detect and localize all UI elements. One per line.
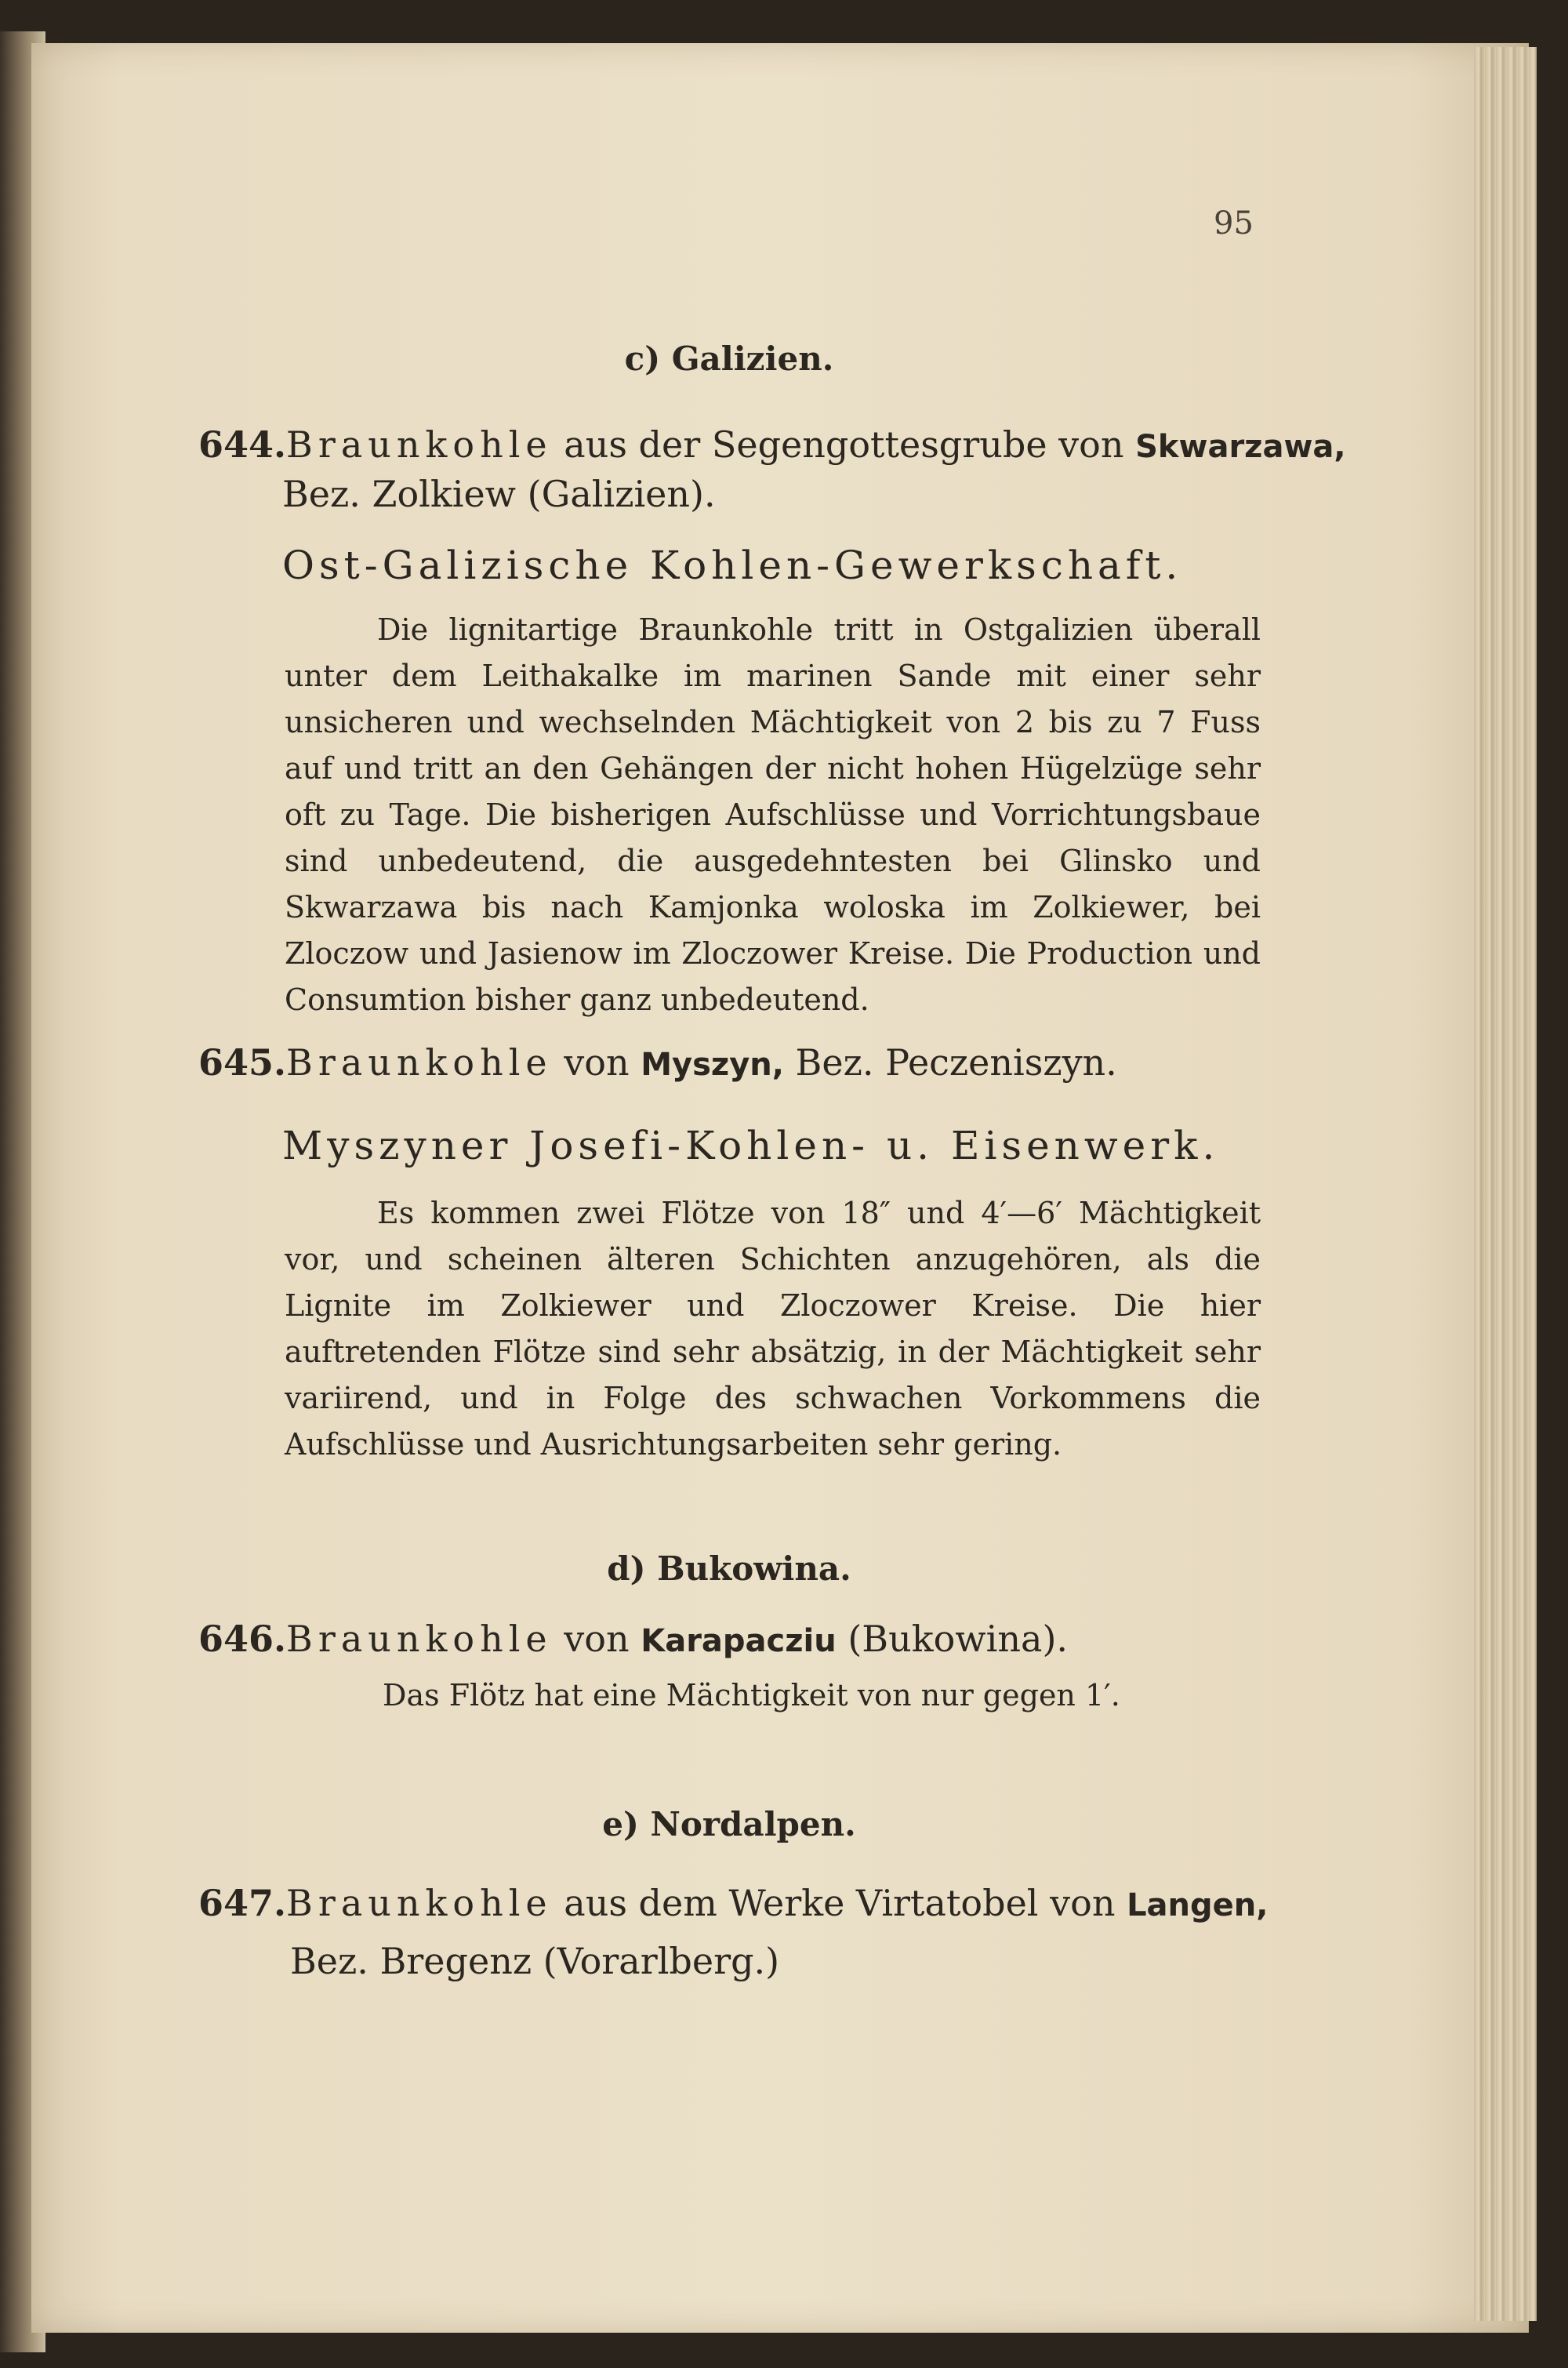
entry-title-rest: aus der Segengottesgrube von (552, 423, 1136, 466)
entry-646-title (198, 1618, 1068, 1660)
entry-645-company: Myszyner Josefi-Kohlen- u. Eisenwerk. (282, 1123, 1220, 1168)
entry-644-company: Ost-Galizische Kohlen-Gewerkschaft. (282, 543, 1183, 588)
entry-647-district: Bez. Bregenz (Vorarlberg.) (290, 1940, 780, 1982)
entry-place: Karapacziu (641, 1623, 837, 1659)
entry-644-district: Bez. Zolkiew (Galizien). (282, 473, 716, 515)
entry-number: 645. (198, 1041, 287, 1084)
entry-place: Skwarzawa, (1135, 429, 1346, 465)
entry-title-rest: aus dem Werke Virtatobel von (552, 1882, 1127, 1924)
entry-number: 647. (198, 1882, 287, 1924)
section-heading-nordalpen: e) Nordalpen. (602, 1805, 856, 1843)
book-page (31, 43, 1529, 2333)
page-edges (1474, 47, 1537, 2321)
entry-644-description: Die lignitartige Braunkohle tritt in Ostgalizien überall unter dem Leithakalke im marinen Sande mit einer sehr unsicheren und wechselnden Mächtigkeit von 2 bis zu 7 Fuss auf und tritt an den Gehängen der nicht hohen Hügelzüge sehr oft zu Tage. Die bisherigen Aufschlüsse und Vorrichtungsbaue sind unbedeutend, die ausgedehntesten bei Glinsko und Skwarzawa bis nach Kamjonka woloska im Zolkiewer, bei Zloczow und Jasienow im Zloczower Kreise. Die Production und Consumtion bisher ganz unbedeutend. (285, 612, 1261, 1017)
entry-645-description: Es kommen zwei Flötze von 18″ und 4′—6′ Mächtigkeit vor, und scheinen älteren Schichten anzugehören, als die Lignite im Zolkiewer und Zloczower Kreise. Die hier auftretenden Flötze sind sehr absätzig, in der Mächtigkeit sehr variirend, und in Folge des schwachen Vorkommens die Aufschlüsse und Ausrichtungsarbeiten sehr gering. (285, 1196, 1261, 1462)
entry-place: Myszyn, (641, 1047, 784, 1083)
entry-title-word: Braunkohle (286, 1882, 553, 1924)
entry-644-title (198, 423, 1346, 466)
entry-title-tail: (Bukowina). (836, 1618, 1069, 1660)
entry-place: Langen, (1127, 1887, 1269, 1923)
entry-title-word: Braunkohle (286, 423, 553, 466)
entry-title-tail: Bez. Peczeniszyn. (783, 1041, 1117, 1084)
entry-title-rest: von (552, 1041, 641, 1084)
entry-646-description: Das Flötz hat eine Mächtigkeit von nur gegen 1′. (383, 1678, 1120, 1712)
section-heading-galizien: c) Galizien. (624, 340, 834, 378)
entry-title-word: Braunkohle (286, 1041, 553, 1084)
page-number: 95 (1214, 205, 1254, 242)
entry-title-rest: von (552, 1618, 641, 1660)
entry-number: 644. (198, 423, 287, 466)
entry-647-title (198, 1882, 1268, 1924)
section-heading-bukowina: d) Bukowina. (607, 1549, 851, 1588)
entry-645-title (198, 1041, 1117, 1084)
entry-number: 646. (198, 1618, 287, 1660)
entry-title-word: Braunkohle (286, 1618, 553, 1660)
